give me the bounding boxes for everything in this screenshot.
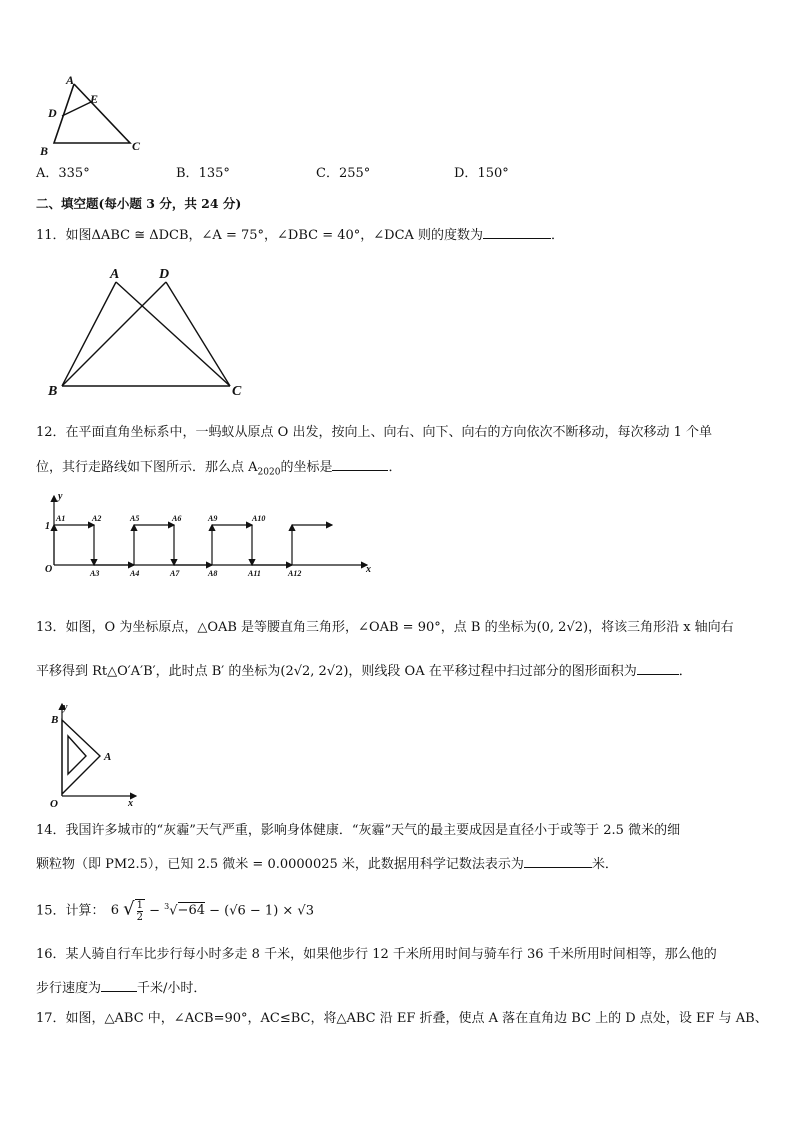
label-a: A [110, 267, 120, 282]
label-c: C [132, 139, 141, 153]
option-a: A．335° [36, 166, 90, 181]
option-b: B．135° [176, 166, 230, 181]
answer-blank-q13 [637, 660, 679, 675]
answer-blank-q14 [524, 853, 592, 868]
label-a5: A5 [130, 514, 140, 523]
label-a4: A4 [130, 569, 140, 578]
label-y: y [63, 702, 68, 713]
label-o: O [45, 564, 53, 575]
label-a3: A3 [90, 569, 100, 578]
segment-ac [116, 282, 230, 386]
coefficient: 6 [110, 903, 119, 919]
label-b: B [40, 144, 49, 158]
segment-bd [62, 282, 166, 386]
question-16-line1: 16．某人骑自行车比步行每小时多走 8 千米，如果他步行 12 千米所用时间与骑车行 36 千米所用时间相等，那么他的 [36, 947, 717, 962]
question-17-line1: 17．如图，△ABC 中，∠ACB=90°，AC≤BC，将△ABC 沿 EF 折叠，使点 A 落在直角边 BC 上的 D 点处，设 EF 与 AB、 [36, 1011, 768, 1026]
question-13-line2: 平移得到 Rt△O′A′B′，此时点 B′ 的坐标为(2√2, 2√2)，则线段 OA 在平移过程中扫过部分的图形面积为 ． [36, 660, 692, 681]
label-a11: A11 [248, 569, 261, 578]
answer-blank-q16 [101, 977, 137, 992]
label-b: B [48, 384, 58, 399]
option-c: C．255° [316, 166, 371, 181]
question-11: 11．如图ΔABC ≅ ΔDCB，∠A = 75°，∠DBC = 40°，∠DCA 则的度数为 ． [36, 224, 564, 245]
label-a1: A1 [56, 514, 66, 523]
label-a10: A10 [252, 514, 266, 523]
question-14-line2: 颗粒物（即 PM2.5），已知 2.5 微米 = 0.0000025 米，此数据用科学记数法表示为 米． [36, 853, 618, 874]
label-a: A [66, 73, 75, 87]
section-title: 二、填空题(每小题 3 分，共 24 分) [36, 196, 242, 211]
question-15: 15．计算： 6 √ $\frac{1}{2}$ − $^3$√−64 − (√6 − 1) × √3 [36, 898, 314, 923]
label-b: B [51, 714, 59, 726]
triangles-figure-q11 [42, 262, 252, 402]
ant-path-figure-q12 [42, 490, 382, 580]
answer-blank-q12 [332, 456, 388, 471]
label-a12: A12 [288, 569, 302, 578]
question-14-line1: 14．我国许多城市的“灰霾”天气严重，影响身体健康．“灰霾”天气的最主要成因是直径小于或等于 2.5 微米的细 [36, 823, 681, 838]
inner-triangle [68, 736, 86, 774]
answer-blank-q11 [483, 224, 551, 239]
question-12-line2: 位，其行走路线如下图所示．那么点 $A_{2020}$的坐标是 ． [36, 456, 401, 482]
label-a7: A7 [170, 569, 180, 578]
label-x: x [366, 564, 371, 575]
label-o: O [50, 798, 58, 808]
triangle-figure-q10 [36, 72, 146, 160]
label-a2: A2 [92, 514, 102, 523]
segment-dc [166, 282, 230, 386]
label-y: y [58, 491, 63, 502]
label-a9: A9 [208, 514, 218, 523]
label-a: A [104, 751, 112, 763]
label-d: D [159, 267, 170, 282]
ant-path [54, 525, 332, 565]
segment-ba [62, 282, 116, 386]
question-13-line1: 13．如图，O 为坐标原点，△OAB 是等腰直角三角形，∠OAB = 90°，点 B 的坐标为(0, 2√2)，将该三角形沿 x 轴向右 [36, 620, 734, 635]
question-16-line2: 步行速度为 千米/小时． [36, 977, 206, 998]
label-a8: A8 [208, 569, 218, 578]
triangle-figure-q13 [44, 700, 144, 808]
label-e: E [90, 92, 99, 106]
label-a6: A6 [172, 514, 182, 523]
label-x: x [128, 798, 133, 808]
label-c: C [232, 384, 242, 399]
question-12-line1: 12．在平面直角坐标系中，一蚂蚁从原点 O 出发，按向上、向右、向下、向右的方向依次不断移动，每次移动 1 个单 [36, 425, 713, 440]
label-d: D [48, 106, 57, 120]
sqrt-half: √ $\frac{1}{2}$ [123, 898, 143, 923]
option-d: D．150° [454, 166, 509, 181]
label-one: 1 [45, 521, 50, 532]
